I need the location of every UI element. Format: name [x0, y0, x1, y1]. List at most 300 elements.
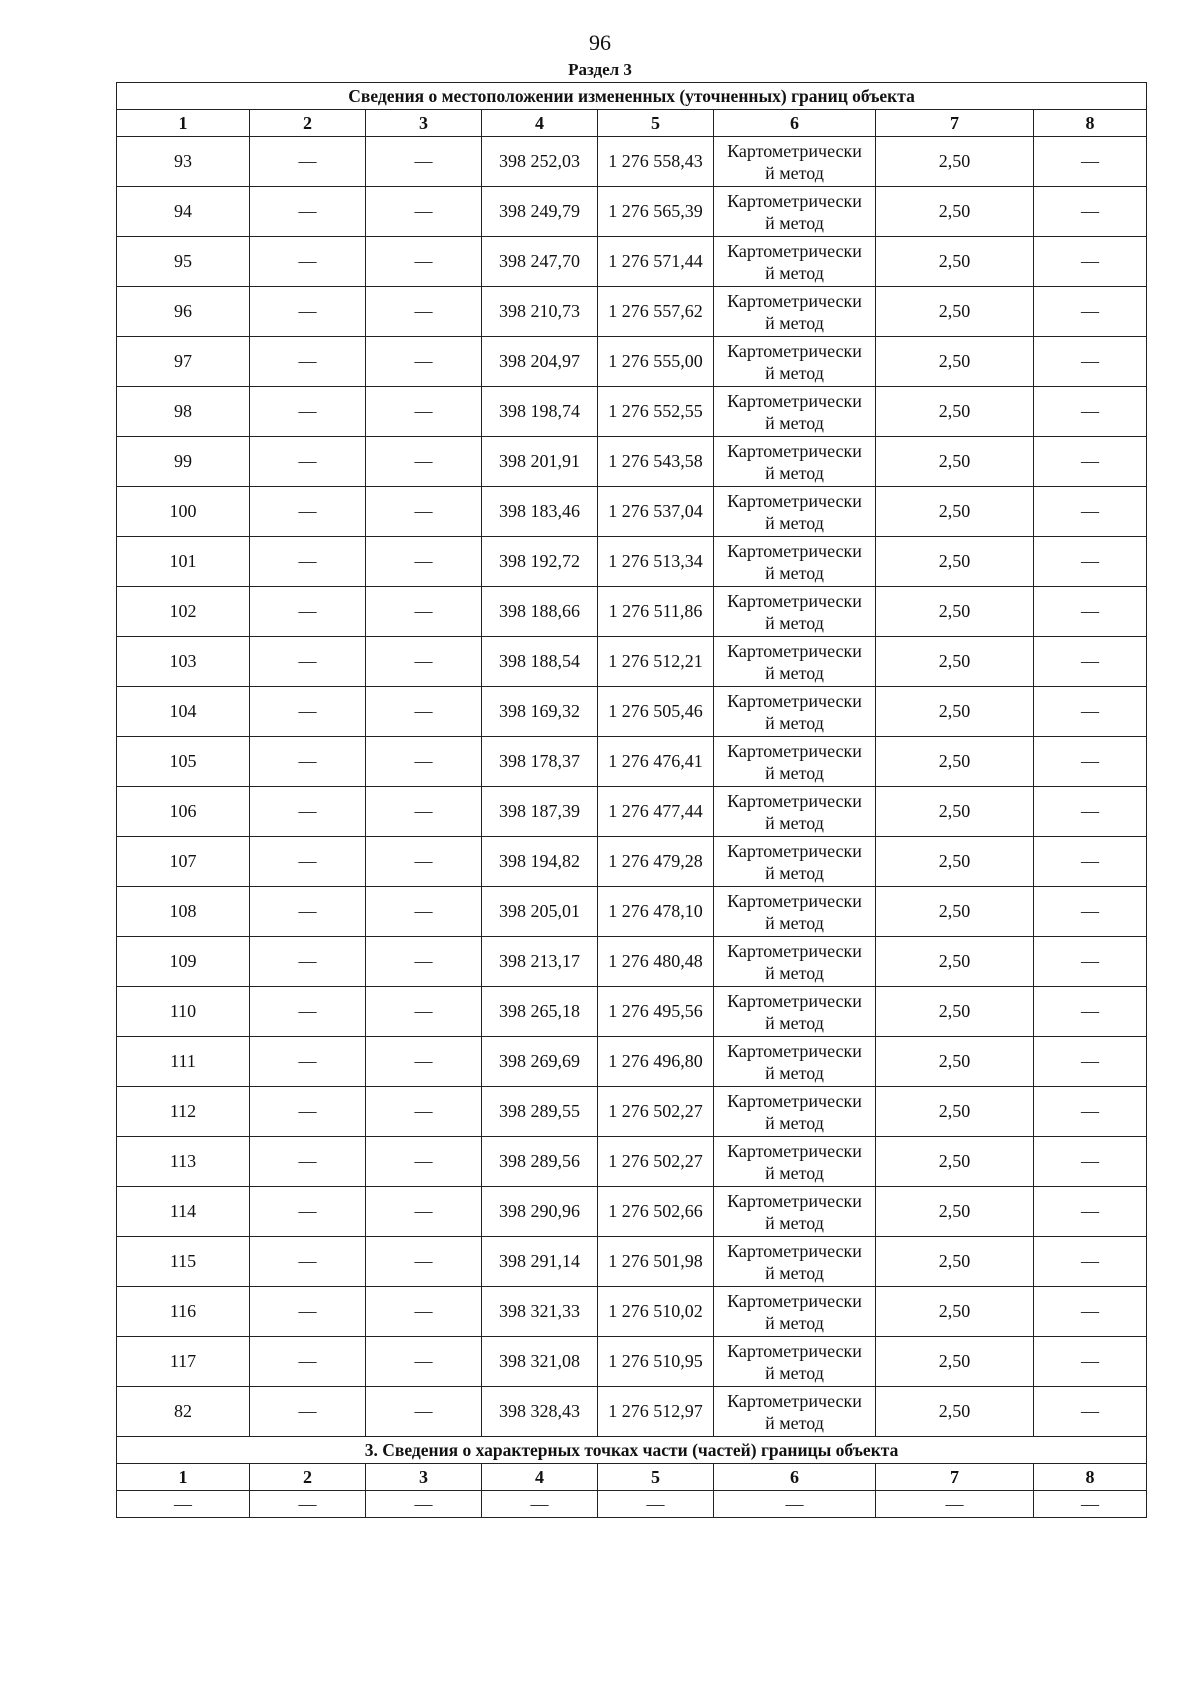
- column-header: 8: [1034, 110, 1147, 137]
- column-header: 5: [598, 1464, 714, 1491]
- coord-x: 398 289,56: [482, 1137, 598, 1187]
- method-line-1: Картометрически: [727, 290, 862, 311]
- cell-col3: —: [366, 1187, 482, 1237]
- method-cell: [714, 587, 876, 637]
- method-cell: [714, 1137, 876, 1187]
- cell-col8: —: [1034, 887, 1147, 937]
- cell-col2: —: [250, 337, 366, 387]
- method-line-2: й метод: [765, 562, 824, 583]
- point-number: 94: [117, 187, 250, 237]
- coord-x: 398 265,18: [482, 987, 598, 1037]
- method-cell: [714, 1087, 876, 1137]
- accuracy: 2,50: [876, 837, 1034, 887]
- accuracy: 2,50: [876, 987, 1034, 1037]
- method-line-2: й метод: [765, 1012, 824, 1033]
- accuracy: 2,50: [876, 287, 1034, 337]
- coordinates-table: [116, 82, 1147, 1518]
- point-number: 114: [117, 1187, 250, 1237]
- cell-col2: —: [250, 1187, 366, 1237]
- coord-y: 1 276 502,66: [598, 1187, 714, 1237]
- coord-y: 1 276 510,95: [598, 1337, 714, 1387]
- method-line-2: й метод: [765, 812, 824, 833]
- table-row: [117, 137, 1147, 187]
- cell-col2: —: [250, 1087, 366, 1137]
- method-line-1: Картометрически: [727, 790, 862, 811]
- cell-col2: —: [250, 1337, 366, 1387]
- method-line-1: Картометрически: [727, 1040, 862, 1061]
- method-line-1: Картометрически: [727, 690, 862, 711]
- method-cell: [714, 287, 876, 337]
- empty-cell: —: [1034, 1491, 1147, 1518]
- method-line-1: Картометрически: [727, 990, 862, 1011]
- cell-col8: —: [1034, 1237, 1147, 1287]
- table-row: [117, 1337, 1147, 1387]
- point-number: 102: [117, 587, 250, 637]
- point-number: 104: [117, 687, 250, 737]
- coord-x: 398 269,69: [482, 1037, 598, 1087]
- coord-y: 1 276 558,43: [598, 137, 714, 187]
- cell-col8: —: [1034, 387, 1147, 437]
- cell-col2: —: [250, 787, 366, 837]
- coord-x: 398 205,01: [482, 887, 598, 937]
- cell-col2: —: [250, 637, 366, 687]
- coord-y: 1 276 537,04: [598, 487, 714, 537]
- point-number: 112: [117, 1087, 250, 1137]
- coord-x: 398 290,96: [482, 1187, 598, 1237]
- cell-col8: —: [1034, 837, 1147, 887]
- table-row: [117, 1087, 1147, 1137]
- method-line-1: Картометрически: [727, 740, 862, 761]
- table-row: [117, 387, 1147, 437]
- method-line-1: Картометрически: [727, 1390, 862, 1411]
- method-line-1: Картометрически: [727, 340, 862, 361]
- accuracy: 2,50: [876, 337, 1034, 387]
- cell-col8: —: [1034, 787, 1147, 837]
- method-line-2: й метод: [765, 1362, 824, 1383]
- coord-y: 1 276 512,21: [598, 637, 714, 687]
- cell-col8: —: [1034, 587, 1147, 637]
- empty-cell: —: [482, 1491, 598, 1518]
- coord-y: 1 276 552,55: [598, 387, 714, 437]
- method-line-2: й метод: [765, 412, 824, 433]
- method-line-1: Картометрически: [727, 940, 862, 961]
- coord-y: 1 276 502,27: [598, 1137, 714, 1187]
- accuracy: 2,50: [876, 137, 1034, 187]
- accuracy: 2,50: [876, 687, 1034, 737]
- cell-col3: —: [366, 1087, 482, 1137]
- coord-x: 398 194,82: [482, 837, 598, 887]
- cell-col3: —: [366, 1237, 482, 1287]
- point-number: 105: [117, 737, 250, 787]
- point-number: 115: [117, 1237, 250, 1287]
- column-header: 5: [598, 110, 714, 137]
- accuracy: 2,50: [876, 1287, 1034, 1337]
- cell-col3: —: [366, 1287, 482, 1337]
- cell-col3: —: [366, 1387, 482, 1437]
- accuracy: 2,50: [876, 1037, 1034, 1087]
- coord-y: 1 276 510,02: [598, 1287, 714, 1337]
- method-cell: [714, 187, 876, 237]
- table-row: [117, 737, 1147, 787]
- table2-header-row: [117, 1464, 1147, 1491]
- method-line-1: Картометрически: [727, 590, 862, 611]
- cell-col2: —: [250, 387, 366, 437]
- method-cell: [714, 387, 876, 437]
- empty-cell: —: [117, 1491, 250, 1518]
- point-number: 97: [117, 337, 250, 387]
- point-number: 82: [117, 1387, 250, 1437]
- cell-col2: —: [250, 887, 366, 937]
- cell-col3: —: [366, 187, 482, 237]
- point-number: 103: [117, 637, 250, 687]
- method-cell: [714, 1287, 876, 1337]
- accuracy: 2,50: [876, 887, 1034, 937]
- method-line-2: й метод: [765, 612, 824, 633]
- coord-x: 398 201,91: [482, 437, 598, 487]
- table2-title: 3. Сведения о характерных точках части (частей) границы объекта: [117, 1437, 1147, 1464]
- cell-col8: —: [1034, 637, 1147, 687]
- accuracy: 2,50: [876, 487, 1034, 537]
- empty-cell: —: [366, 1491, 482, 1518]
- method-cell: [714, 987, 876, 1037]
- point-number: 116: [117, 1287, 250, 1337]
- method-line-2: й метод: [765, 162, 824, 183]
- method-line-2: й метод: [765, 462, 824, 483]
- coord-y: 1 276 476,41: [598, 737, 714, 787]
- point-number: 109: [117, 937, 250, 987]
- coord-y: 1 276 565,39: [598, 187, 714, 237]
- method-cell: [714, 937, 876, 987]
- accuracy: 2,50: [876, 1337, 1034, 1387]
- cell-col3: —: [366, 237, 482, 287]
- cell-col3: —: [366, 837, 482, 887]
- cell-col3: —: [366, 437, 482, 487]
- point-number: 106: [117, 787, 250, 837]
- method-line-2: й метод: [765, 1212, 824, 1233]
- column-header: 3: [366, 1464, 482, 1491]
- method-cell: [714, 1037, 876, 1087]
- column-header: 6: [714, 110, 876, 137]
- cell-col2: —: [250, 187, 366, 237]
- coord-x: 398 213,17: [482, 937, 598, 987]
- method-line-1: Картометрически: [727, 540, 862, 561]
- accuracy: 2,50: [876, 437, 1034, 487]
- coord-x: 398 198,74: [482, 387, 598, 437]
- method-line-2: й метод: [765, 212, 824, 233]
- cell-col3: —: [366, 387, 482, 437]
- method-line-2: й метод: [765, 512, 824, 533]
- table-row: [117, 637, 1147, 687]
- accuracy: 2,50: [876, 587, 1034, 637]
- coord-x: 398 169,32: [482, 687, 598, 737]
- cell-col8: —: [1034, 1337, 1147, 1387]
- method-line-2: й метод: [765, 262, 824, 283]
- method-line-2: й метод: [765, 962, 824, 983]
- method-line-2: й метод: [765, 712, 824, 733]
- coord-x: 398 188,66: [482, 587, 598, 637]
- table-row: [117, 1387, 1147, 1437]
- empty-cell: —: [598, 1491, 714, 1518]
- point-number: 101: [117, 537, 250, 587]
- coord-y: 1 276 512,97: [598, 1387, 714, 1437]
- table-row: [117, 187, 1147, 237]
- coord-x: 398 247,70: [482, 237, 598, 287]
- column-header: 7: [876, 110, 1034, 137]
- cell-col3: —: [366, 1337, 482, 1387]
- method-line-2: й метод: [765, 862, 824, 883]
- cell-col3: —: [366, 937, 482, 987]
- method-line-1: Картометрически: [727, 390, 862, 411]
- table-row: [117, 1237, 1147, 1287]
- method-cell: [714, 1387, 876, 1437]
- coord-x: 398 187,39: [482, 787, 598, 837]
- table-row: [117, 237, 1147, 287]
- point-number: 111: [117, 1037, 250, 1087]
- table-row: [117, 687, 1147, 737]
- cell-col2: —: [250, 587, 366, 637]
- accuracy: 2,50: [876, 537, 1034, 587]
- table-row: [117, 437, 1147, 487]
- point-number: 108: [117, 887, 250, 937]
- method-line-1: Картометрически: [727, 1340, 862, 1361]
- cell-col2: —: [250, 237, 366, 287]
- coord-y: 1 276 479,28: [598, 837, 714, 887]
- cell-col2: —: [250, 687, 366, 737]
- coord-y: 1 276 555,00: [598, 337, 714, 387]
- table-row: [117, 1137, 1147, 1187]
- cell-col2: —: [250, 1237, 366, 1287]
- column-header: 1: [117, 1464, 250, 1491]
- method-cell: [714, 1187, 876, 1237]
- method-line-2: й метод: [765, 312, 824, 333]
- column-header: 1: [117, 110, 250, 137]
- coord-y: 1 276 477,44: [598, 787, 714, 837]
- cell-col8: —: [1034, 687, 1147, 737]
- table-row: [117, 1187, 1147, 1237]
- coord-x: 398 178,37: [482, 737, 598, 787]
- table-row: [117, 337, 1147, 387]
- accuracy: 2,50: [876, 187, 1034, 237]
- point-number: 95: [117, 237, 250, 287]
- coord-y: 1 276 571,44: [598, 237, 714, 287]
- cell-col3: —: [366, 1037, 482, 1087]
- coord-x: 398 192,72: [482, 537, 598, 587]
- accuracy: 2,50: [876, 1387, 1034, 1437]
- cell-col2: —: [250, 487, 366, 537]
- method-cell: [714, 687, 876, 737]
- cell-col3: —: [366, 587, 482, 637]
- point-number: 110: [117, 987, 250, 1037]
- coord-y: 1 276 478,10: [598, 887, 714, 937]
- table2-title-row: [117, 1437, 1147, 1464]
- point-number: 113: [117, 1137, 250, 1187]
- empty-cell: —: [714, 1491, 876, 1518]
- cell-col8: —: [1034, 1037, 1147, 1087]
- cell-col8: —: [1034, 1137, 1147, 1187]
- cell-col8: —: [1034, 1087, 1147, 1137]
- table-row: [117, 787, 1147, 837]
- cell-col3: —: [366, 487, 482, 537]
- method-line-1: Картометрически: [727, 640, 862, 661]
- method-line-2: й метод: [765, 362, 824, 383]
- method-cell: [714, 1237, 876, 1287]
- point-number: 117: [117, 1337, 250, 1387]
- coord-y: 1 276 502,27: [598, 1087, 714, 1137]
- cell-col3: —: [366, 1137, 482, 1187]
- table-row: [117, 537, 1147, 587]
- point-number: 98: [117, 387, 250, 437]
- method-cell: [714, 537, 876, 587]
- accuracy: 2,50: [876, 237, 1034, 287]
- method-line-1: Картометрически: [727, 1290, 862, 1311]
- table-row: [117, 987, 1147, 1037]
- coord-y: 1 276 501,98: [598, 1237, 714, 1287]
- cell-col8: —: [1034, 987, 1147, 1037]
- coord-y: 1 276 496,80: [598, 1037, 714, 1087]
- cell-col2: —: [250, 1137, 366, 1187]
- method-line-1: Картометрически: [727, 890, 862, 911]
- coord-y: 1 276 511,86: [598, 587, 714, 637]
- cell-col2: —: [250, 837, 366, 887]
- cell-col2: —: [250, 1287, 366, 1337]
- coord-x: 398 188,54: [482, 637, 598, 687]
- table-row: [117, 287, 1147, 337]
- table1-title-row: [117, 83, 1147, 110]
- table-row: [117, 887, 1147, 937]
- cell-col8: —: [1034, 1387, 1147, 1437]
- coord-y: 1 276 505,46: [598, 687, 714, 737]
- coord-x: 398 249,79: [482, 187, 598, 237]
- section-title: Раздел 3: [568, 60, 632, 79]
- method-line-1: Картометрически: [727, 1240, 862, 1261]
- coord-x: 398 328,43: [482, 1387, 598, 1437]
- cell-col8: —: [1034, 437, 1147, 487]
- cell-col8: —: [1034, 487, 1147, 537]
- cell-col8: —: [1034, 337, 1147, 387]
- cell-col8: —: [1034, 537, 1147, 587]
- method-line-2: й метод: [765, 1412, 824, 1433]
- cell-col8: —: [1034, 137, 1147, 187]
- cell-col8: —: [1034, 1287, 1147, 1337]
- point-number: 96: [117, 287, 250, 337]
- accuracy: 2,50: [876, 1137, 1034, 1187]
- point-number: 107: [117, 837, 250, 887]
- coord-y: 1 276 513,34: [598, 537, 714, 587]
- method-line-1: Картометрически: [727, 240, 862, 261]
- table-row: [117, 1037, 1147, 1087]
- method-cell: [714, 837, 876, 887]
- cell-col3: —: [366, 687, 482, 737]
- cell-col8: —: [1034, 237, 1147, 287]
- method-cell: [714, 787, 876, 837]
- table1-header-row: [117, 110, 1147, 137]
- table-row: [117, 487, 1147, 537]
- cell-col3: —: [366, 537, 482, 587]
- table-row: [117, 937, 1147, 987]
- method-line-1: Картометрически: [727, 840, 862, 861]
- point-number: 99: [117, 437, 250, 487]
- coord-x: 398 291,14: [482, 1237, 598, 1287]
- column-header: 4: [482, 1464, 598, 1491]
- cell-col3: —: [366, 287, 482, 337]
- cell-col3: —: [366, 887, 482, 937]
- method-line-2: й метод: [765, 912, 824, 933]
- cell-col2: —: [250, 987, 366, 1037]
- method-cell: [714, 237, 876, 287]
- coord-x: 398 289,55: [482, 1087, 598, 1137]
- method-cell: [714, 737, 876, 787]
- coord-x: 398 252,03: [482, 137, 598, 187]
- cell-col3: —: [366, 737, 482, 787]
- method-cell: [714, 437, 876, 487]
- coord-y: 1 276 495,56: [598, 987, 714, 1037]
- method-cell: [714, 487, 876, 537]
- empty-cell: —: [250, 1491, 366, 1518]
- cell-col2: —: [250, 137, 366, 187]
- column-header: 8: [1034, 1464, 1147, 1491]
- cell-col8: —: [1034, 287, 1147, 337]
- cell-col2: —: [250, 937, 366, 987]
- coord-x: 398 321,08: [482, 1337, 598, 1387]
- method-line-2: й метод: [765, 662, 824, 683]
- method-line-1: Картометрически: [727, 490, 862, 511]
- method-line-1: Картометрически: [727, 440, 862, 461]
- point-number: 100: [117, 487, 250, 537]
- coord-y: 1 276 480,48: [598, 937, 714, 987]
- cell-col3: —: [366, 787, 482, 837]
- cell-col3: —: [366, 337, 482, 387]
- method-cell: [714, 337, 876, 387]
- method-line-2: й метод: [765, 1312, 824, 1333]
- cell-col3: —: [366, 137, 482, 187]
- column-header: 2: [250, 1464, 366, 1491]
- page-number: 96: [589, 30, 611, 55]
- accuracy: 2,50: [876, 1187, 1034, 1237]
- accuracy: 2,50: [876, 737, 1034, 787]
- method-cell: [714, 1337, 876, 1387]
- table-row: [117, 837, 1147, 887]
- accuracy: 2,50: [876, 787, 1034, 837]
- cell-col8: —: [1034, 1187, 1147, 1237]
- method-cell: [714, 887, 876, 937]
- method-line-2: й метод: [765, 1112, 824, 1133]
- method-cell: [714, 137, 876, 187]
- coord-x: 398 321,33: [482, 1287, 598, 1337]
- method-cell: [714, 637, 876, 687]
- point-number: 93: [117, 137, 250, 187]
- method-line-2: й метод: [765, 1162, 824, 1183]
- coord-y: 1 276 557,62: [598, 287, 714, 337]
- cell-col2: —: [250, 287, 366, 337]
- empty-cell: —: [876, 1491, 1034, 1518]
- accuracy: 2,50: [876, 937, 1034, 987]
- cell-col2: —: [250, 437, 366, 487]
- column-header: 7: [876, 1464, 1034, 1491]
- accuracy: 2,50: [876, 387, 1034, 437]
- coord-y: 1 276 543,58: [598, 437, 714, 487]
- method-line-1: Картометрически: [727, 1140, 862, 1161]
- column-header: 4: [482, 110, 598, 137]
- method-line-1: Картометрически: [727, 140, 862, 161]
- coord-x: 398 204,97: [482, 337, 598, 387]
- accuracy: 2,50: [876, 1237, 1034, 1287]
- cell-col2: —: [250, 737, 366, 787]
- cell-col8: —: [1034, 737, 1147, 787]
- accuracy: 2,50: [876, 637, 1034, 687]
- coord-x: 398 183,46: [482, 487, 598, 537]
- method-line-2: й метод: [765, 762, 824, 783]
- column-header: 3: [366, 110, 482, 137]
